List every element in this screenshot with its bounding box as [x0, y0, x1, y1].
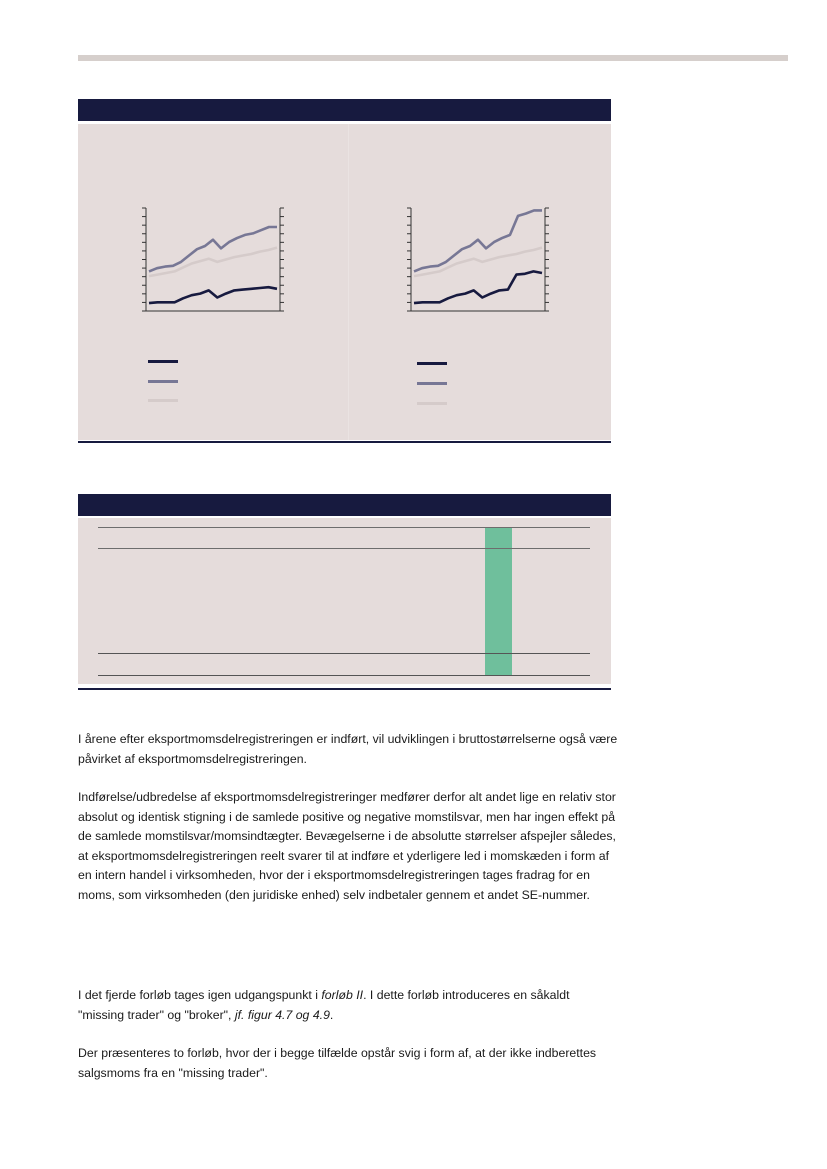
paragraph-2: Indførelse/udbredelse af eksportmomsdelregistreringer medfører derfor alt andet lige en relativ stor absolut og identisk stigning i de samlede positive og negative momstilsvar, men har ingen effekt på de samlede momstilsvar/momsindtægter. Bevægelserne i de absolutte størrelser afspejler således, at eksportmomsdelregistreringen reelt svarer til at indføre et yderligere led i momskæden i form af en intern handel i virksomheden, hvor der i eksportmomsdelregistreringen tages fradrag for en moms, som virksomheden (den juridiske enhed) selv indbetaler gennem et andet SE-nummer. [78, 790, 616, 902]
series-line-1 [414, 271, 542, 303]
p3-ref-forloeb: forløb II [321, 988, 364, 1002]
series-line-3 [414, 248, 542, 277]
table-rule-header [98, 548, 590, 549]
legend-left-swatch-1 [148, 360, 178, 363]
paragraph-1: I årene efter eksportmomsdelregistreringen er indført, vil udviklingen i bruttostørrelserne også være påvirket af eksportmomsdelregistreringen. [78, 732, 618, 766]
figure1-panel [78, 124, 611, 440]
legend-right-swatch-2 [417, 382, 447, 385]
figure1-bottom-rule [78, 441, 611, 443]
table-panel [78, 518, 611, 684]
legend-right-swatch-3 [417, 402, 447, 405]
p3-text-c: . [329, 1007, 334, 1022]
table-rule-top [98, 527, 590, 528]
legend-left-swatch-2 [148, 380, 178, 383]
figure1-chart-left [138, 204, 288, 319]
top-rule [78, 55, 788, 61]
series-line-3 [149, 248, 277, 277]
series-line-2 [414, 210, 542, 271]
legend-left-swatch-3 [148, 399, 178, 402]
table-bottom-rule [78, 688, 611, 690]
paragraph-3 [78, 986, 618, 1025]
p3-text-a: I det fjerde forløb tages igen udgangspunkt i [78, 988, 322, 1002]
figure1-header-bar [78, 99, 611, 121]
paragraph-4: Der præsenteres to forløb, hvor der i begge tilfælde opstår svig i form af, at der ikke indberettes salgsmoms fra en "missing trader". [78, 1046, 597, 1080]
table-rule-total [98, 653, 590, 654]
series-line-1 [149, 287, 277, 303]
p3-text-b: . I dette forløb introduceres en såkaldt "missing trader" og "broker", [78, 988, 570, 1022]
legend-right-swatch-1 [417, 362, 447, 365]
series-line-2 [149, 227, 277, 271]
table-header-bar [78, 494, 611, 516]
p3-ref-figur: jf. figur 4.7 og 4.9 [234, 1007, 330, 1022]
figure1-panel-divider [348, 124, 349, 440]
table-rule-bottom [98, 675, 590, 676]
figure1-chart-right [403, 204, 553, 319]
